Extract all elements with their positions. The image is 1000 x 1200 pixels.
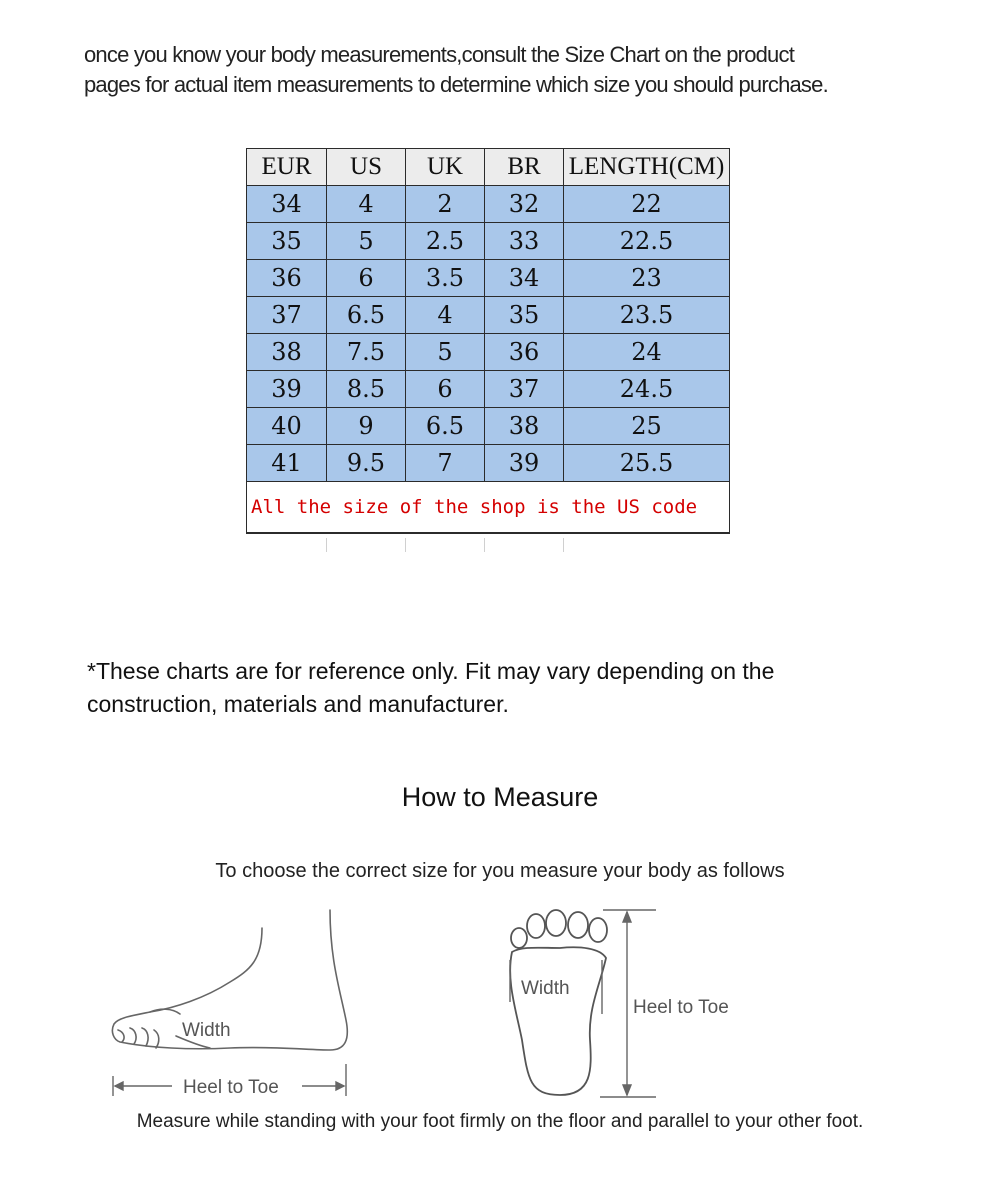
intro-text [84,40,964,100]
cell-uk: 6.5 [406,408,485,445]
table-row [247,334,730,371]
top-width-label: Width [521,978,570,999]
cell-br: 33 [485,223,564,260]
top-foot-icon [510,910,607,1095]
cell-us: 5 [327,223,406,260]
cell-length: 23.5 [564,297,730,334]
disclaimer-line-1: *These charts are for reference only. Fit may vary depending on the [87,658,775,684]
cell-length: 25.5 [564,445,730,482]
disclaimer-line-2: construction, materials and manufacturer. [87,691,509,717]
cell-eur: 34 [247,186,327,223]
size-note-row [247,482,730,534]
header-br: BR [485,149,564,186]
header-us: US [327,149,406,186]
table-row [247,408,730,445]
table-row [247,260,730,297]
cell-us: 9 [327,408,406,445]
cell-uk: 7 [406,445,485,482]
cell-br: 36 [485,334,564,371]
cell-eur: 41 [247,445,327,482]
size-chart-header-row [247,149,730,186]
table-row [247,186,730,223]
cell-uk: 2.5 [406,223,485,260]
table-grid-remnant [405,538,406,552]
cell-us: 6.5 [327,297,406,334]
cell-uk: 5 [406,334,485,371]
intro-line-2: pages for actual item measurements to determine which size you should purchase. [84,72,828,97]
cell-eur: 37 [247,297,327,334]
cell-eur: 36 [247,260,327,297]
cell-uk: 4 [406,297,485,334]
cell-us: 4 [327,186,406,223]
cell-br: 37 [485,371,564,408]
measure-instruction: Measure while standing with your foot firmly on the floor and parallel to your other foot. [136,1111,864,1132]
cell-br: 34 [485,260,564,297]
cell-us: 9.5 [327,445,406,482]
disclaimer-text [87,655,947,721]
cell-length: 22 [564,186,730,223]
cell-us: 6 [327,260,406,297]
cell-length: 24.5 [564,371,730,408]
table-grid-remnant [484,538,485,552]
cell-br: 32 [485,186,564,223]
cell-length: 23 [564,260,730,297]
table-grid-remnant [326,538,327,552]
size-note: All the size of the shop is the US code [247,482,730,534]
cell-length: 22.5 [564,223,730,260]
cell-br: 38 [485,408,564,445]
cell-uk: 6 [406,371,485,408]
table-row [247,223,730,260]
table-row [247,445,730,482]
header-eur: EUR [247,149,327,186]
side-width-label: Width [182,1020,231,1041]
cell-eur: 40 [247,408,327,445]
how-to-measure-title: How to Measure [401,782,599,812]
size-chart-table [246,148,730,534]
side-length-label: Heel to Toe [183,1077,279,1098]
measurement-diagram [0,890,1000,1105]
cell-eur: 38 [247,334,327,371]
cell-eur: 35 [247,223,327,260]
table-grid-remnant [563,538,564,552]
how-to-measure-subtitle: To choose the correct size for you measure your body as follows [215,860,785,882]
table-row [247,371,730,408]
cell-length: 25 [564,408,730,445]
cell-length: 24 [564,334,730,371]
cell-us: 7.5 [327,334,406,371]
header-length: LENGTH(CM) [564,149,730,186]
cell-uk: 3.5 [406,260,485,297]
header-uk: UK [406,149,485,186]
cell-uk: 2 [406,186,485,223]
table-row [247,297,730,334]
cell-eur: 39 [247,371,327,408]
top-length-label: Heel to Toe [633,997,729,1018]
cell-us: 8.5 [327,371,406,408]
cell-br: 39 [485,445,564,482]
intro-line-1: once you know your body measurements,consult the Size Chart on the product [84,42,795,67]
cell-br: 35 [485,297,564,334]
